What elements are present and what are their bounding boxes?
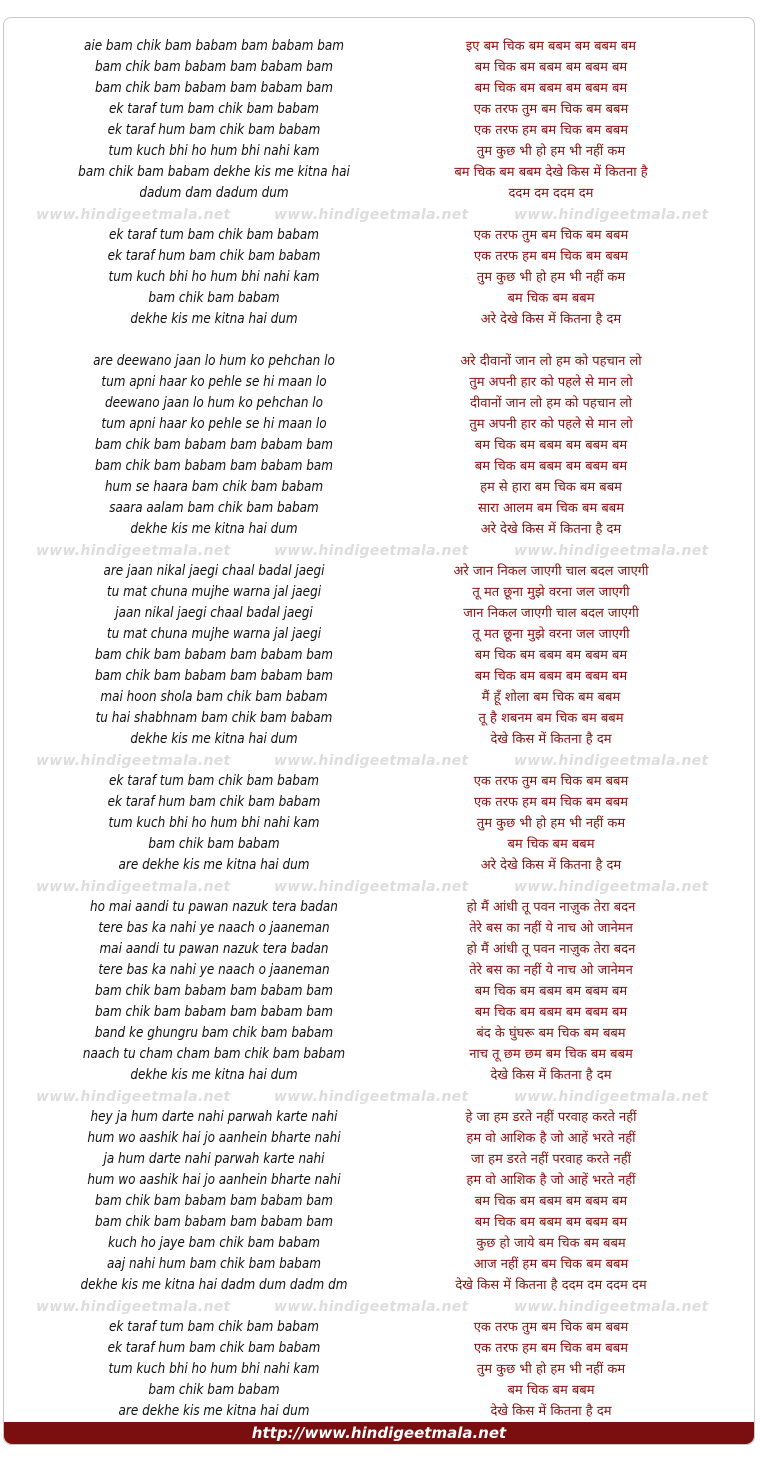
lyric-line-english: bam chik bam babam bam babam bam [94,1004,334,1020]
lyric-line-english: ek taraf hum bam chik bam babam [107,248,321,264]
watermark-text: www.hindigeetmala.net [274,1089,469,1105]
lyric-line-english: ek taraf hum bam chik bam babam [107,1340,321,1356]
lyric-line-hindi: नाच तू छम छम बम चिक बम बबम [469,1047,633,1062]
lyric-line-english: aaj nahi hum bam chik bam babam [107,1256,321,1272]
lyric-line-hindi: ददम दम ददम दम [508,186,594,201]
lyric-line-english: mai hoon shola bam chik bam babam [100,689,328,705]
lyric-line-english: hum se haara bam chik bam babam [104,479,324,495]
lyric-line-english: dekhe kis me kitna hai dum [130,311,298,327]
lyric-line-hindi: एक तरफ हम बम चिक बम बबम [473,123,628,138]
lyric-line-hindi: एक तरफ हम बम चिक बम बबम [473,1341,628,1356]
lyric-line-english: dekhe kis me kitna hai dum [130,521,298,537]
lyric-line-hindi: तेरे बस का नहीं ये नाच ओ जानेमन [469,921,633,936]
lyric-line-hindi: बम चिक बम बबम बम बबम बम [474,669,628,684]
lyric-line-english: tum kuch bhi ho hum bhi nahi kam [108,1361,320,1377]
lyric-line-hindi: तुम कुछ भी हो हम भी नहीं कम [476,270,626,285]
lyric-line-hindi: तुम कुछ भी हो हम भी नहीं कम [476,1362,626,1377]
watermark-text: www.hindigeetmala.net [274,753,469,769]
lyric-line-hindi: इए बम चिक बम बबम बम बबम बम [465,39,637,54]
lyric-line-hindi: सारा आलम बम चिक बम बबम [478,501,624,516]
watermark-text: www.hindigeetmala.net [274,1299,469,1315]
lyric-line-english: bam chik bam babam [148,1382,280,1398]
lyric-line-hindi: बम चिक बम बबम बम बबम बम [474,984,628,999]
lyric-line-english: bam chik bam babam bam babam bam [94,668,334,684]
watermark-text: www.hindigeetmala.net [36,1299,231,1315]
lyric-line-english: tum kuch bhi ho hum bhi nahi kam [108,815,320,831]
lyric-line-hindi: हम वो आशिक है जो आहें भरते नहीं [466,1173,636,1188]
lyric-line-hindi: तू है शबनम बम चिक बम बबम [478,711,624,726]
lyric-line-hindi: जा हम डरते नहीं परवाह करते नहीं [470,1152,632,1167]
lyric-line-english: bam chik bam babam bam babam bam [94,1214,334,1230]
lyric-line-hindi: बम चिक बम बबम बम बबम बम [474,438,628,453]
lyric-line-english: bam chik bam babam bam babam bam [94,80,334,96]
lyric-line-hindi: तेरे बस का नहीं ये नाच ओ जानेमन [469,963,633,978]
lyric-line-hindi: एक तरफ हम बम चिक बम बबम [473,249,628,264]
lyric-line-english: saara aalam bam chik bam babam [109,500,319,516]
lyric-line-hindi: एक तरफ तुम बम चिक बम बबम [473,774,629,789]
watermark-text: www.hindigeetmala.net [274,207,469,223]
lyric-line-english: bam chik bam babam bam babam bam [94,59,334,75]
lyric-line-hindi: बंद के घुंघरू बम चिक बम बबम [476,1026,626,1041]
lyric-line-hindi: तू मत छूना मुझे वरना जल जाएगी [472,585,630,600]
lyric-line-hindi: हो मैं आंधी तू पवन नाज़ुक तेरा बदन [466,942,636,957]
lyric-line-hindi: आज नहीं हम बम चिक बम बबम [473,1257,629,1272]
lyric-line-hindi: मैं हूँ शोला बम चिक बम बबम [481,690,621,705]
lyric-line-english: ek taraf hum bam chik bam babam [107,122,321,138]
lyric-line-hindi: जान निकल जाएगी चाल बदल जाएगी [463,606,639,621]
lyric-line-hindi: बम चिक बम बबम बम बबम बम [474,648,628,663]
lyric-line-english: tum apni haar ko pehle se hi maan lo [101,416,327,432]
lyric-line-english: band ke ghungru bam chik bam babam [94,1025,334,1041]
lyric-line-english: ek taraf tum bam chik bam babam [109,227,319,243]
lyric-line-hindi: देखे किस में कितना है ददम दम ददम दम [455,1278,647,1293]
lyric-line-english: are dekhe kis me kitna hai dum [118,1403,310,1419]
watermark-text: www.hindigeetmala.net [514,207,709,223]
lyric-line-english: hey ja hum darte nahi parwah karte nahi [90,1109,338,1125]
lyric-line-english: dekhe kis me kitna hai dum [130,731,298,747]
lyric-line-english: mai aandi tu pawan nazuk tera badan [99,941,329,957]
lyric-line-hindi: बम चिक बम बबम बम बबम बम [474,1005,628,1020]
lyric-line-english: bam chik bam babam [148,290,280,306]
lyric-line-english: ja hum darte nahi parwah karte nahi [103,1151,325,1167]
lyric-line-english: aie bam chik bam babam bam babam bam [83,38,345,54]
lyric-line-hindi: एक तरफ हम बम चिक बम बबम [473,795,628,810]
lyric-line-english: are deewano jaan lo hum ko pehchan lo [93,353,335,369]
watermark-text: www.hindigeetmala.net [514,1299,709,1315]
lyric-line-hindi: दीवानों जान लो हम को पहचान लो [470,396,632,411]
lyric-line-english: ek taraf hum bam chik bam babam [107,794,321,810]
lyric-line-hindi: बम चिक बम बबम बम बबम बम [474,1194,628,1209]
lyric-line-hindi: बम चिक बम बबम [507,291,595,306]
lyric-line-english: tu hai shabhnam bam chik bam babam [95,710,333,726]
lyric-line-hindi: बम चिक बम बबम देखे किस में कितना है [454,165,648,180]
watermark-text: www.hindigeetmala.net [36,1089,231,1105]
lyric-line-english: dekhe kis me kitna hai dum [130,1067,298,1083]
lyric-line-hindi: बम चिक बम बबम [507,837,595,852]
lyric-line-hindi: अरे देखे किस में कितना है दम [480,522,622,537]
lyric-line-english: are jaan nikal jaegi chaal badal jaegi [103,563,325,579]
lyric-line-english: bam chik bam babam bam babam bam [94,1193,334,1209]
lyric-line-english: tum kuch bhi ho hum bhi nahi kam [108,269,320,285]
lyric-line-hindi: हो मैं आंधी तू पवन नाज़ुक तेरा बदन [466,900,636,915]
watermark-text: www.hindigeetmala.net [36,543,231,559]
lyric-line-english: naach tu cham cham bam chik bam babam [82,1046,346,1062]
watermark-text: www.hindigeetmala.net [36,753,231,769]
lyric-line-english: bam chik bam babam bam babam bam [94,647,334,663]
watermark-text: www.hindigeetmala.net [514,753,709,769]
lyric-line-hindi: देखे किस में कितना है दम [490,1068,612,1083]
footer-bar [4,1422,754,1444]
lyric-line-english: hum wo aashik hai jo aanhein bharte nahi [87,1172,341,1188]
watermark-text: www.hindigeetmala.net [36,207,231,223]
lyric-line-english: tum apni haar ko pehle se hi maan lo [101,374,327,390]
lyric-line-hindi: तू मत छूना मुझे वरना जल जाएगी [472,627,630,642]
watermark-text: www.hindigeetmala.net [514,879,709,895]
lyrics-card [3,17,755,1445]
site-link[interactable]: http://www.hindigeetmala.net [251,1424,507,1442]
lyric-line-hindi: अरे देखे किस में कितना है दम [480,858,622,873]
lyric-line-english: are dekhe kis me kitna hai dum [118,857,310,873]
lyric-line-hindi: कुछ हो जाये बम चिक बम बबम [476,1236,626,1251]
lyric-line-hindi: बम चिक बम बबम [507,1383,595,1398]
lyric-line-english: ek taraf tum bam chik bam babam [109,773,319,789]
lyric-line-hindi: तुम कुछ भी हो हम भी नहीं कम [476,816,626,831]
lyric-line-english: bam chik bam babam dekhe kis me kitna hai [78,164,350,180]
lyric-line-hindi: बम चिक बम बबम बम बबम बम [474,60,628,75]
lyric-line-hindi: देखे किस में कितना है दम [490,732,612,747]
lyric-line-english: jaan nikal jaegi chaal badal jaegi [115,605,313,621]
lyric-line-hindi: बम चिक बम बबम बम बबम बम [474,1215,628,1230]
lyric-line-hindi: तुम अपनी हार को पहले से मान लो [469,375,633,390]
lyric-line-english: deewano jaan lo hum ko pehchan lo [104,395,324,411]
lyric-line-english: tere bas ka nahi ye naach o jaaneman [98,962,330,978]
lyric-line-english: ho mai aandi tu pawan nazuk tera badan [90,899,338,915]
lyric-line-english: tere bas ka nahi ye naach o jaaneman [98,920,330,936]
lyric-line-english: bam chik bam babam bam babam bam [94,983,334,999]
lyric-line-hindi: एक तरफ तुम बम चिक बम बबम [473,1320,629,1335]
watermark-text: www.hindigeetmala.net [514,1089,709,1105]
lyric-line-hindi: बम चिक बम बबम बम बबम बम [474,81,628,96]
lyric-line-hindi: तुम अपनी हार को पहले से मान लो [469,417,633,432]
lyric-line-hindi: देखे किस में कितना है दम [490,1404,612,1419]
lyric-line-english: bam chik bam babam [148,836,280,852]
lyric-line-hindi: हम से हारा बम चिक बम बबम [480,480,622,495]
lyric-line-hindi: अरे जान निकल जाएगी चाल बदल जाएगी [453,564,649,579]
watermark-text: www.hindigeetmala.net [514,543,709,559]
lyric-line-hindi: बम चिक बम बबम बम बबम बम [474,459,628,474]
lyric-line-english: ek taraf tum bam chik bam babam [109,1319,319,1335]
watermark-text: www.hindigeetmala.net [274,543,469,559]
lyric-line-english: tum kuch bhi ho hum bhi nahi kam [108,143,320,159]
lyric-line-english: kuch ho jaye bam chik bam babam [108,1235,320,1251]
lyric-line-english: ek taraf tum bam chik bam babam [109,101,319,117]
watermark-text: www.hindigeetmala.net [274,879,469,895]
lyric-line-hindi: एक तरफ तुम बम चिक बम बबम [473,228,629,243]
lyric-line-english: bam chik bam babam bam babam bam [94,458,334,474]
watermark-text: www.hindigeetmala.net [36,879,231,895]
lyric-line-english: dadum dam dadum dum [139,185,289,201]
lyric-line-hindi: अरे देखे किस में कितना है दम [480,312,622,327]
lyric-line-hindi: अरे दीवानों जान लो हम को पहचान लो [460,354,642,369]
lyric-line-hindi: हम वो आशिक है जो आहें भरते नहीं [466,1131,636,1146]
lyric-line-hindi: एक तरफ तुम बम चिक बम बबम [473,102,629,117]
lyric-line-hindi: तुम कुछ भी हो हम भी नहीं कम [476,144,626,159]
lyric-line-english: hum wo aashik hai jo aanhein bharte nahi [87,1130,341,1146]
lyric-line-english: bam chik bam babam bam babam bam [94,437,334,453]
lyric-line-hindi: हे जा हम डरते नहीं परवाह करते नहीं [465,1110,637,1125]
lyric-line-english: tu mat chuna mujhe warna jal jaegi [106,626,322,642]
lyric-line-english: tu mat chuna mujhe warna jal jaegi [106,584,322,600]
lyric-line-english: dekhe kis me kitna hai dadm dum dadm dm [80,1277,348,1293]
